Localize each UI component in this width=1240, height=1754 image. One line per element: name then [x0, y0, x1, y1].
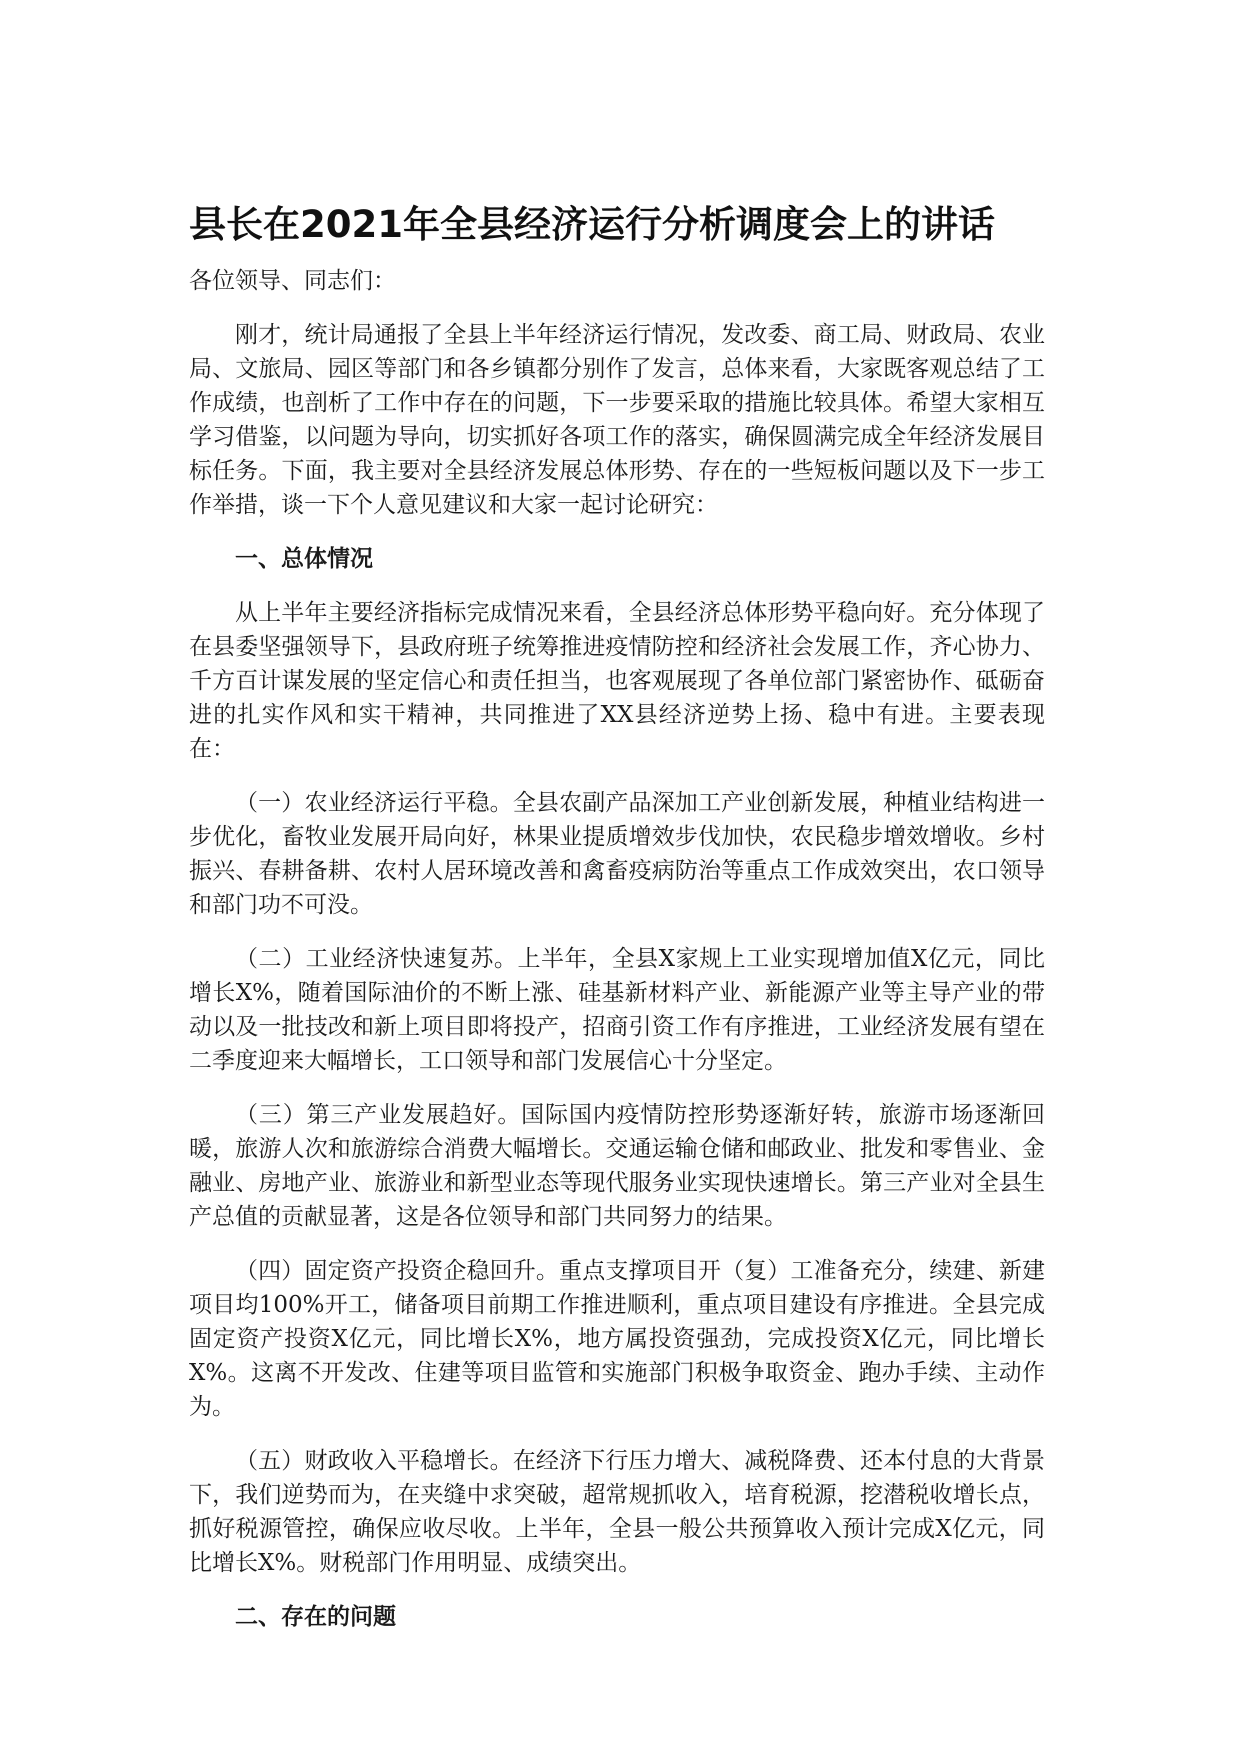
section-heading-problems: 二、存在的问题	[235, 1604, 396, 1630]
document-title: 县长在2021年全县经济运行分析调度会上的讲话	[189, 203, 995, 246]
paragraph-fiscal: （五）财政收入平稳增长。在经济下行压力增大、减税降费、还本付息的大背景下，我们逆势而为，在夹缝中求突破，超常规抓收入，培育税源，挖潜税收增长点，抓好税源管控，确保应收尽收。上半年，全县一般公共预算收入预计完成X亿元，同比增长X%。财税部门作用明显、成绩突出。	[189, 1448, 1045, 1576]
paragraph-overview: 从上半年主要经济指标完成情况来看，全县经济总体形势平稳向好。充分体现了在县委坚强领导下，县政府班子统筹推进疫情防控和经济社会发展工作，齐心协力、千方百计谋发展的坚定信心和责任担当，也客观展现了各单位部门紧密协作、砥砺奋进的扎实作风和实干精神，共同推进了XX县经济逆势上扬、稳中有进。主要表现在：	[189, 600, 1045, 762]
salutation: 各位领导、同志们：	[189, 268, 396, 294]
section-heading-overview: 一、总体情况	[235, 546, 373, 572]
paragraph-agriculture: （一）农业经济运行平稳。全县农副产品深加工产业创新发展，种植业结构进一步优化，畜牧业发展开局向好，林果业提质增效步伐加快，农民稳步增效增收。乡村振兴、春耕备耕、农村人居环境改善和禽畜疫病防治等重点工作成效突出，农口领导和部门功不可没。	[189, 790, 1045, 918]
paragraph-intro: 刚才，统计局通报了全县上半年经济运行情况，发改委、商工局、财政局、农业局、文旅局、园区等部门和各乡镇都分别作了发言，总体来看，大家既客观总结了工作成绩，也剖析了工作中存在的问题，下一步要采取的措施比较具体。希望大家相互学习借鉴，以问题为导向，切实抓好各项工作的落实，确保圆满完成全年经济发展目标任务。下面，我主要对全县经济发展总体形势、存在的一些短板问题以及下一步工作举措，谈一下个人意见建议和大家一起讨论研究：	[189, 322, 1045, 518]
paragraph-tertiary: （三）第三产业发展趋好。国际国内疫情防控形势逐渐好转，旅游市场逐渐回暖，旅游人次和旅游综合消费大幅增长。交通运输仓储和邮政业、批发和零售业、金融业、房地产业、旅游业和新型业态等现代服务业实现快速增长。第三产业对全县生产总值的贡献显著，这是各位领导和部门共同努力的结果。	[189, 1102, 1045, 1230]
paragraph-industry: （二）工业经济快速复苏。上半年，全县X家规上工业实现增加值X亿元，同比增长X%，随着国际油价的不断上涨、硅基新材料产业、新能源产业等主导产业的带动以及一批技改和新上项目即将投产，招商引资工作有序推进，工业经济发展有望在二季度迎来大幅增长，工口领导和部门发展信心十分坚定。	[189, 946, 1045, 1074]
document-page	[189, 200, 1045, 1654]
paragraph-investment: （四）固定资产投资企稳回升。重点支撑项目开（复）工准备充分，续建、新建项目均100%开工，储备项目前期工作推进顺利，重点项目建设有序推进。全县完成固定资产投资X亿元，同比增长X%，地方属投资强劲，完成投资X亿元，同比增长X%。这离不开发改、住建等项目监管和实施部门积极争取资金、跑办手续、主动作为。	[189, 1258, 1045, 1420]
